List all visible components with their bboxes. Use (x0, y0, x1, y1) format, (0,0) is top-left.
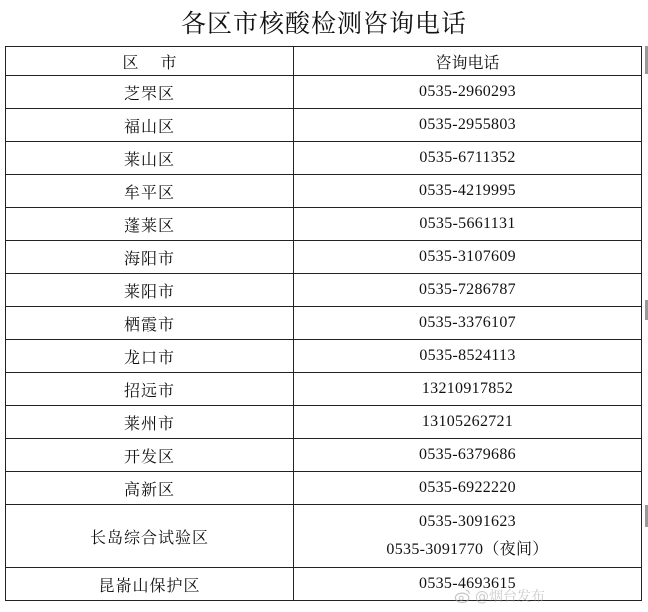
watermark-text: @烟台发布 (475, 589, 545, 605)
watermark (454, 584, 545, 608)
region-cell: 栖霞市 (6, 307, 294, 340)
table-row (6, 472, 642, 505)
document-title: 各区市核酸检测咨询电话 (180, 9, 467, 38)
phone-number: 0535-4219995 (419, 182, 516, 199)
table-body (6, 76, 642, 601)
phone-number: 0535-2955803 (419, 116, 516, 133)
phone-cell (294, 76, 642, 109)
phone-number: 0535-2960293 (419, 83, 516, 100)
table-row (6, 340, 642, 373)
header-phone: 咨询电话 (294, 47, 642, 76)
phone-cell (294, 142, 642, 175)
region-cell: 莱州市 (6, 406, 294, 439)
table-row (6, 406, 642, 439)
phone-number: 0535-3091770（夜间） (386, 541, 549, 558)
region-cell: 长岛综合试验区 (6, 505, 294, 568)
phone-number: 0535-3091623 (419, 513, 516, 530)
phone-cell (294, 373, 642, 406)
region-cell: 牟平区 (6, 175, 294, 208)
region-cell: 蓬莱区 (6, 208, 294, 241)
phone-number: 13210917852 (421, 380, 514, 397)
table-row (6, 109, 642, 142)
table-row (6, 274, 642, 307)
phone-number: 0535-8524113 (419, 347, 516, 364)
region-cell: 莱山区 (6, 142, 294, 175)
table-row (6, 175, 642, 208)
region-cell: 招远市 (6, 373, 294, 406)
table-row (6, 208, 642, 241)
phone-number: 0535-7286787 (419, 281, 516, 298)
region-cell: 福山区 (6, 109, 294, 142)
phone-number: 0535-6711352 (419, 149, 516, 166)
phone-number: 0535-6922220 (419, 479, 516, 496)
table-row (6, 142, 642, 175)
phone-cell (294, 307, 642, 340)
phone-cell (294, 439, 642, 472)
phone-cell (294, 241, 642, 274)
phone-cell (294, 505, 642, 568)
phone-number: 0535-4693615 (419, 575, 516, 592)
phone-cell (294, 406, 642, 439)
table-row (6, 568, 642, 601)
phone-number: 0535-3107609 (419, 248, 516, 265)
header-region: 区市 (6, 47, 294, 76)
region-cell: 芝罘区 (6, 76, 294, 109)
region-cell: 海阳市 (6, 241, 294, 274)
phone-cell (294, 109, 642, 142)
region-cell: 莱阳市 (6, 274, 294, 307)
table-row (6, 241, 642, 274)
table-row (6, 439, 642, 472)
table-row (6, 505, 642, 568)
phone-number: 13105262721 (421, 413, 514, 430)
phone-number: 0535-3376107 (419, 314, 516, 331)
table-header-row (6, 47, 642, 76)
region-cell: 开发区 (6, 439, 294, 472)
table-row (6, 373, 642, 406)
table-row (6, 307, 642, 340)
phone-number: 0535-6379686 (419, 446, 516, 463)
phone-cell (294, 208, 642, 241)
table-row (6, 76, 642, 109)
region-cell: 龙口市 (6, 340, 294, 373)
region-cell: 昆嵛山保护区 (6, 568, 294, 601)
phone-cell (294, 472, 642, 505)
phone-cell (294, 340, 642, 373)
region-cell: 高新区 (6, 472, 294, 505)
phone-cell (294, 175, 642, 208)
phone-cell (294, 274, 642, 307)
phone-number: 0535-5661131 (419, 215, 516, 232)
phone-table (5, 46, 642, 601)
weibo-icon (454, 587, 472, 605)
